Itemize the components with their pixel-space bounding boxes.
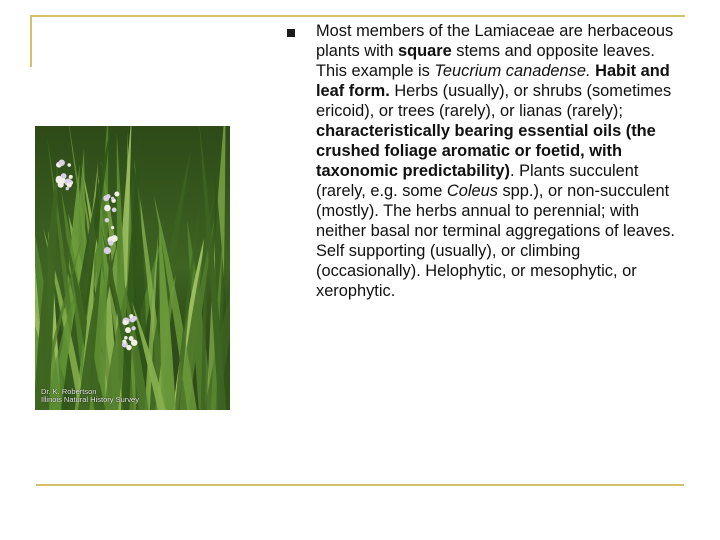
flower-blossom (105, 196, 109, 200)
body-paragraph (316, 21, 688, 301)
flower-blossom (58, 160, 64, 166)
credit-line-2: Illinois Natural History Survey (41, 395, 139, 404)
flower-blossom (126, 345, 131, 350)
text-run: Herbs (usually), or shrubs (sometimes ericoid), or trees (rarely), or lianas (rarely); (316, 82, 672, 120)
flower-blossom (111, 235, 118, 242)
flower-blossom (114, 191, 119, 196)
text-run: square (398, 42, 452, 60)
flower-blossom (111, 226, 114, 229)
flower-blossom (67, 163, 71, 167)
flower-blossom (131, 339, 138, 346)
photo-credit (41, 388, 139, 404)
flower-blossom (132, 316, 137, 321)
left-rule (30, 15, 32, 67)
flower-blossom (125, 327, 131, 333)
flower-blossom (112, 208, 117, 213)
text-run: . Plants succulent (rarely, e.g. some (316, 162, 639, 200)
flower-blossom (67, 183, 72, 188)
bullet-square (287, 29, 295, 37)
credit-line-1: Dr. K. Robertson (41, 387, 97, 396)
plant-photo (35, 126, 230, 410)
text-run: spp.), or non-succulent (mostly). The herbs annual to perennial; with neither basal nor terminal aggregations of leaves. Self supporting (usually), or climbing (occasionally). Helophytic, or mesophytic, or xerophytic. (316, 182, 675, 300)
flower-blossom (111, 197, 114, 200)
flower-blossom (104, 247, 111, 254)
flower-blossom (105, 218, 109, 222)
flower-blossom (123, 320, 128, 325)
flower-blossom (132, 326, 136, 330)
flower-blossom (56, 176, 63, 183)
flower-blossom (104, 205, 111, 212)
text-run: Teucrium canadense. (434, 62, 591, 80)
bottom-rule (36, 484, 684, 486)
text-run: stems and opposite leaves. This example is (316, 42, 655, 80)
text-run: characteristically bearing essential oils (the crushed foliage aromatic or foetid, with taxonomic predictability) (316, 122, 656, 180)
top-rule (30, 15, 685, 17)
teucrium-canadense-image (35, 126, 230, 410)
flower-blossom (122, 340, 126, 344)
flower-blossom (69, 175, 73, 179)
text-run: Most members of the Lamiaceae are herbaceous plants with (316, 22, 674, 60)
text-run: Coleus (446, 182, 498, 200)
flower-blossom (124, 336, 128, 340)
text-run: Habit and leaf form. (316, 62, 670, 100)
